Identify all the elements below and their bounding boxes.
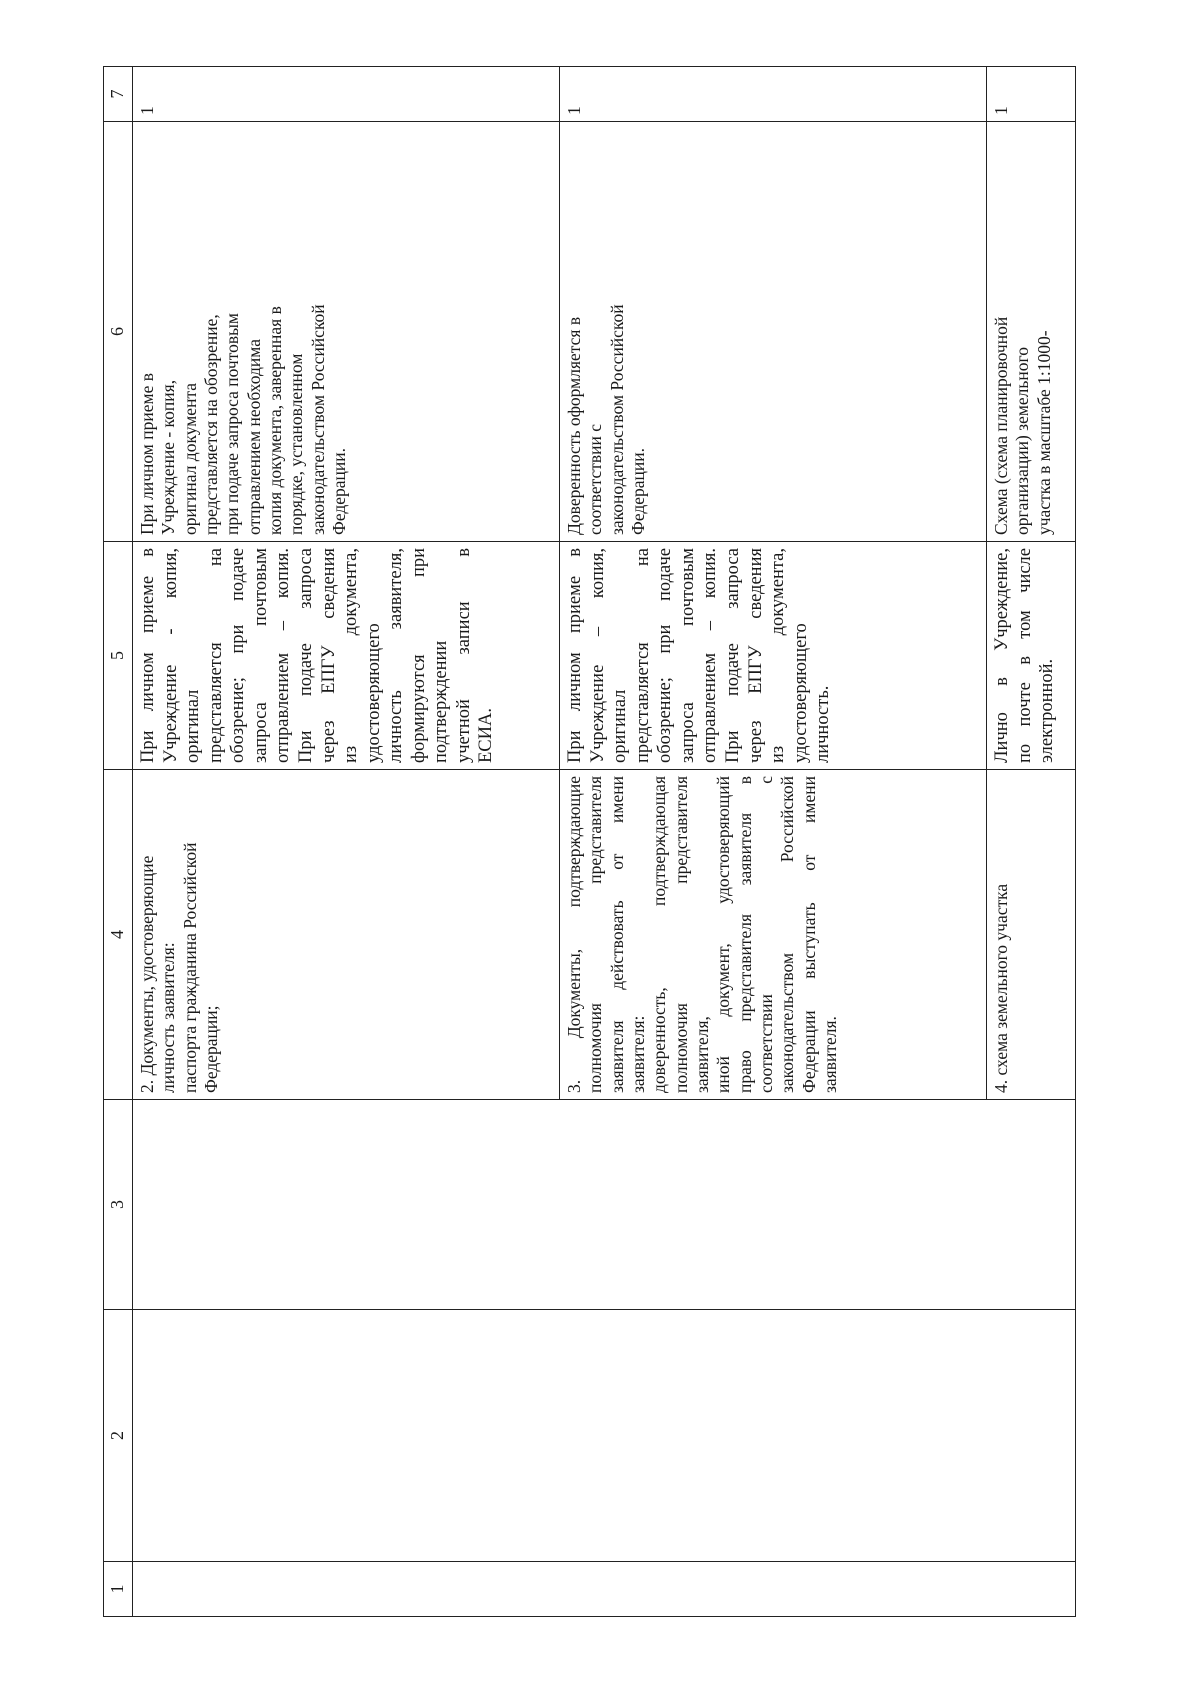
cell-document-type — [560, 770, 987, 1100]
header-cell-1: 1 — [104, 1562, 133, 1617]
cell-line: порядке, установленном — [286, 353, 307, 535]
cell-line: Учреждение - копия, — [158, 379, 179, 535]
cell-line: При подаче запроса — [295, 548, 316, 763]
document-page — [103, 67, 1133, 1617]
cell-line: удостоверяющего — [790, 623, 811, 763]
cell-submission-form — [987, 542, 1076, 770]
cell-line: законодательством Российской — [606, 304, 627, 535]
cell-line: представляется на — [632, 548, 653, 763]
requirements-table — [103, 66, 1076, 1617]
cell-document-type — [133, 770, 560, 1100]
cell-line: оригинал — [610, 689, 631, 763]
cell-line: по почте в том числе — [1014, 548, 1035, 763]
cell-line: отправлением – копия. — [700, 548, 721, 763]
cell-line: оригинал — [183, 689, 204, 763]
cell-requirements — [987, 122, 1076, 542]
cell-line: Доверенность оформляется в — [564, 316, 584, 535]
header-cell-7: 7 — [104, 67, 133, 122]
cell-line: личность заявителя: — [158, 942, 179, 1093]
cell-line: паспорта гражданина Российской — [179, 842, 200, 1093]
cell-line: при подаче запроса почтовым — [222, 313, 243, 535]
cell-line: заявителя: — [628, 1015, 649, 1093]
cell-line: отправлением – копия. — [273, 548, 294, 763]
cell-line: представляется на — [205, 548, 226, 763]
cell-submission-form — [560, 542, 987, 770]
cell-requirements — [560, 122, 987, 542]
cell-line: из документа, — [768, 548, 789, 763]
cell-line: из документа, — [341, 548, 362, 763]
table-row — [133, 67, 560, 1617]
cell-line: законодательством Российской — [307, 304, 328, 535]
cell-line: Учреждение - копия, — [160, 548, 181, 763]
cell-line: Лично в Учреждение, — [992, 548, 1012, 763]
cell-submission-form — [133, 542, 560, 770]
cell-line: соответствии с — [756, 776, 777, 1093]
cell-line: удостоверяющего — [363, 623, 384, 763]
cell-line: заявителя действовать от имени — [606, 776, 627, 1093]
cell-quantity: 1 — [560, 67, 987, 122]
cell-line: полномочия представителя — [585, 776, 606, 1093]
cell-line: законодательством Российской — [777, 776, 798, 1093]
cell-line: При личном приеме в — [137, 373, 157, 535]
cell-line: При личном приеме в — [138, 548, 158, 763]
cell-line: формируются при — [408, 548, 429, 763]
cell-line: ЕСИА. — [476, 708, 497, 763]
cell-line: организации) земельного — [1012, 347, 1033, 535]
cell-line: Федерации выступать от имени — [798, 776, 819, 1093]
cell-line: запроса почтовым — [677, 548, 698, 763]
merged-cell-col1 — [133, 1562, 1076, 1617]
cell-line: Федерации. — [628, 447, 649, 535]
cell-line: заявителя. — [820, 1016, 841, 1093]
cell-document-type — [987, 770, 1076, 1100]
cell-line: иной документ, удостоверяющий — [713, 776, 734, 1093]
header-cell-6: 6 — [104, 122, 133, 542]
cell-line: личность. — [813, 685, 834, 763]
cell-line: 2. Документы, удостоверяющие — [137, 855, 157, 1093]
cell-line: обозрение; при подаче — [655, 548, 676, 763]
cell-line: право представителя заявителя в — [734, 776, 755, 1093]
cell-line: личность заявителя, — [386, 548, 407, 763]
cell-line: подтверждении — [431, 640, 452, 763]
cell-line: Федерации. — [329, 447, 350, 535]
cell-line: Схема (схема планировочной — [991, 316, 1011, 535]
cell-quantity: 1 — [987, 67, 1076, 122]
cell-line: оригинал документа — [179, 382, 200, 535]
cell-line: запроса почтовым — [250, 548, 271, 763]
header-cell-4: 4 — [104, 770, 133, 1100]
cell-line: через ЕПГУ сведения — [745, 548, 766, 763]
cell-line: через ЕПГУ сведения — [318, 548, 339, 763]
cell-line: отправлением необходима — [243, 339, 264, 535]
header-row — [104, 67, 133, 1617]
cell-line: участка в масштабе 1:1000- — [1033, 330, 1054, 535]
merged-cell-col2 — [133, 1310, 1076, 1562]
cell-requirements — [133, 122, 560, 542]
header-cell-2: 2 — [104, 1310, 133, 1562]
header-cell-3: 3 — [104, 1100, 133, 1310]
cell-line: заявителя, — [692, 1016, 713, 1093]
merged-cell-col3 — [133, 1100, 1076, 1310]
cell-line: копия документа, заверенная в — [265, 306, 286, 535]
cell-line: полномочия представителя — [670, 776, 691, 1093]
cell-line: При подаче запроса — [722, 548, 743, 763]
cell-line: Учреждение – копия, — [587, 548, 608, 763]
cell-line: представляется на обозрение, — [201, 314, 222, 535]
cell-line: 3. Документы, подтверждающие — [564, 776, 584, 1093]
cell-line: доверенность, подтверждающая — [649, 776, 670, 1093]
cell-quantity: 1 — [133, 67, 560, 122]
cell-line: обозрение; при подаче — [228, 548, 249, 763]
cell-line: Федерации; — [201, 1005, 222, 1093]
cell-line: электронной. — [1037, 658, 1058, 763]
cell-line: учетной записи в — [453, 548, 474, 763]
cell-line: 4. схема земельного участка — [991, 883, 1011, 1093]
cell-line: При личном приеме в — [565, 548, 585, 763]
header-cell-5: 5 — [104, 542, 133, 770]
cell-line: соответствии с — [585, 423, 606, 535]
